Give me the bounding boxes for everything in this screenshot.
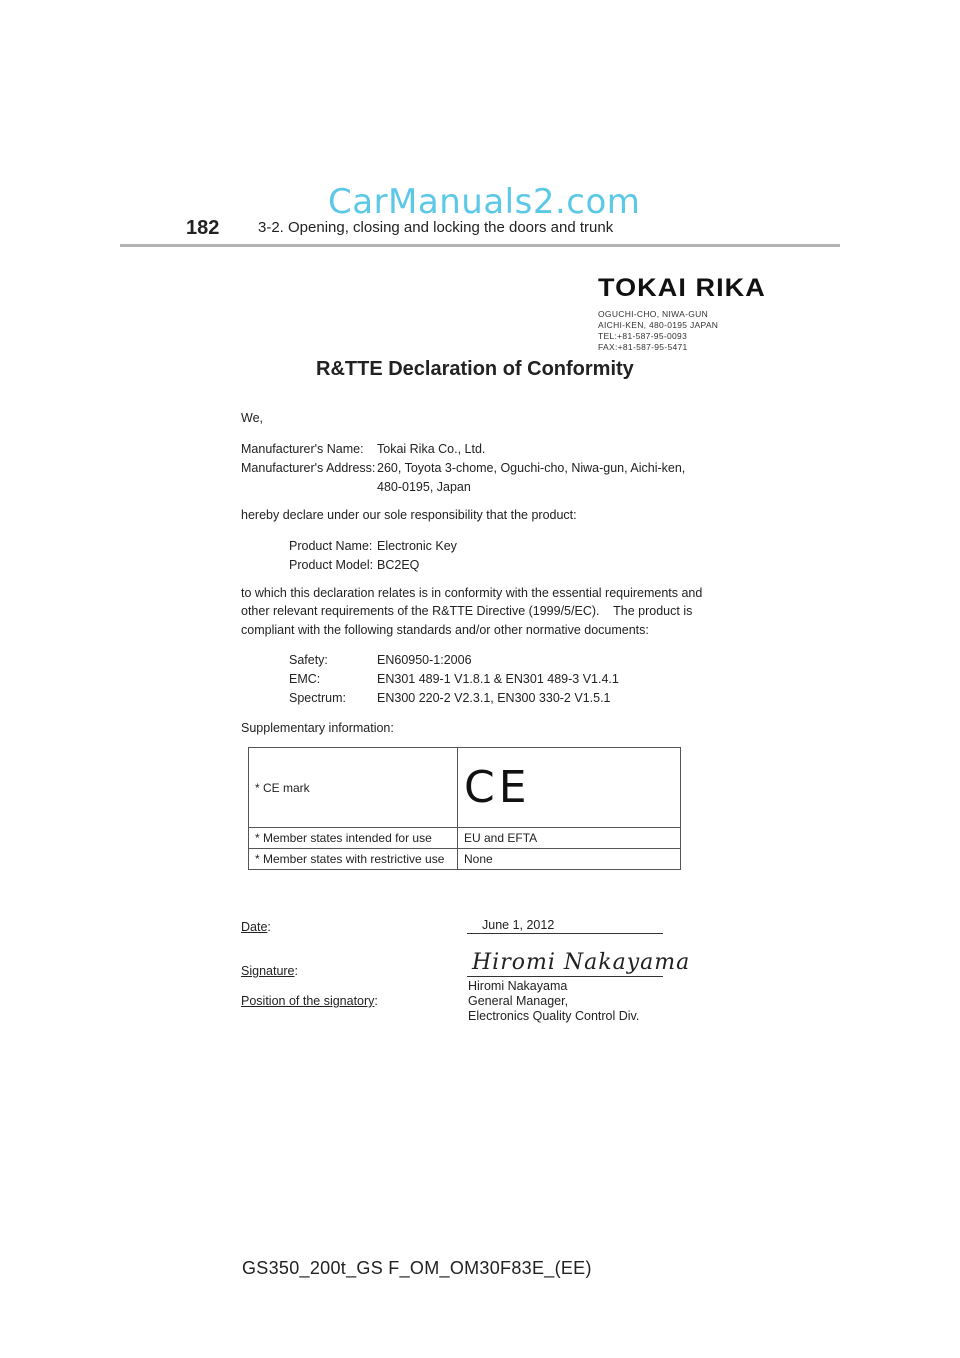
member-use-label: * Member states intended for use (249, 828, 458, 849)
document-title: R&TTE Declaration of Conformity (316, 358, 634, 380)
signature-label: Signature: (241, 964, 298, 978)
emc-label: EMC: (289, 672, 321, 686)
date-label: Date: (241, 920, 271, 934)
manufacturer-name-label: Manufacturer's Name: (241, 442, 364, 456)
signature-line (467, 976, 663, 977)
address-line: TEL:+81-587-95-0093 (598, 331, 688, 341)
company-logo: TOKAI RIKA (598, 274, 766, 302)
product-name-label: Product Name: (289, 539, 373, 553)
position-label: Position of the signatory: (241, 994, 378, 1008)
signer-division: Electronics Quality Control Div. (468, 1009, 640, 1023)
safety-value: EN60950-1:2006 (377, 653, 472, 667)
manufacturer-address-label: Manufacturer's Address: (241, 461, 376, 475)
emc-value: EN301 489-1 V1.8.1 & EN301 489-3 V1.4.1 (377, 672, 619, 686)
spectrum-label: Spectrum: (289, 691, 346, 705)
supplementary-table (248, 747, 681, 870)
declaration-text: hereby declare under our sole responsibility that the product: (241, 508, 577, 522)
signature-image: Hiromi Nakayama (472, 950, 691, 975)
section-title: 3-2. Opening, closing and locking the doors and trunk (258, 219, 614, 236)
page-number: 182 (186, 217, 220, 239)
safety-label: Safety: (289, 653, 328, 667)
product-model-label: Product Model: (289, 558, 374, 572)
member-restrict-label: * Member states with restrictive use (249, 849, 458, 870)
date-value: June 1, 2012 (482, 918, 555, 932)
header-divider (120, 244, 840, 247)
table-row (249, 828, 681, 849)
footer-code: GS350_200t_GS F_OM_OM30F83E_(EE) (242, 1258, 592, 1278)
table-row (249, 849, 681, 870)
product-name-value: Electronic Key (377, 539, 457, 553)
member-restrict-value: None (458, 849, 681, 870)
conformity-line: to which this declaration relates is in conformity with the essential requirements and (241, 586, 703, 600)
we-text: We, (241, 411, 263, 425)
product-model-value: BC2EQ (377, 558, 420, 572)
watermark-text: CarManuals2.com (328, 182, 641, 222)
manufacturer-name-value: Tokai Rika Co., Ltd. (377, 442, 486, 456)
manufacturer-address-line2: 480-0195, Japan (377, 480, 471, 494)
ce-mark-cell (458, 748, 681, 828)
address-line: OGUCHI-CHO, NIWA-GUN (598, 309, 709, 319)
supplementary-heading: Supplementary information: (241, 721, 394, 735)
spectrum-value: EN300 220-2 V2.3.1, EN300 330-2 V1.5.1 (377, 691, 611, 705)
date-line (467, 933, 663, 934)
table-row (249, 748, 681, 828)
conformity-line: compliant with the following standards and/or other normative documents: (241, 623, 649, 637)
signer-name: Hiromi Nakayama (468, 979, 568, 993)
member-use-value: EU and EFTA (458, 828, 681, 849)
company-address (598, 309, 718, 353)
address-line: FAX:+81-587-95-5471 (598, 342, 688, 352)
address-line: AICHI-KEN, 480-0195 JAPAN (598, 320, 719, 330)
ce-mark-icon: CE (464, 761, 531, 813)
signer-title: General Manager, (468, 994, 569, 1008)
ce-mark-label: * CE mark (249, 748, 458, 828)
manufacturer-address-line1: 260, Toyota 3-chome, Oguchi-cho, Niwa-gun, Aichi-ken, (377, 461, 686, 475)
conformity-line: other relevant requirements of the R&TTE Directive (1999/5/EC). The product is (241, 604, 693, 618)
